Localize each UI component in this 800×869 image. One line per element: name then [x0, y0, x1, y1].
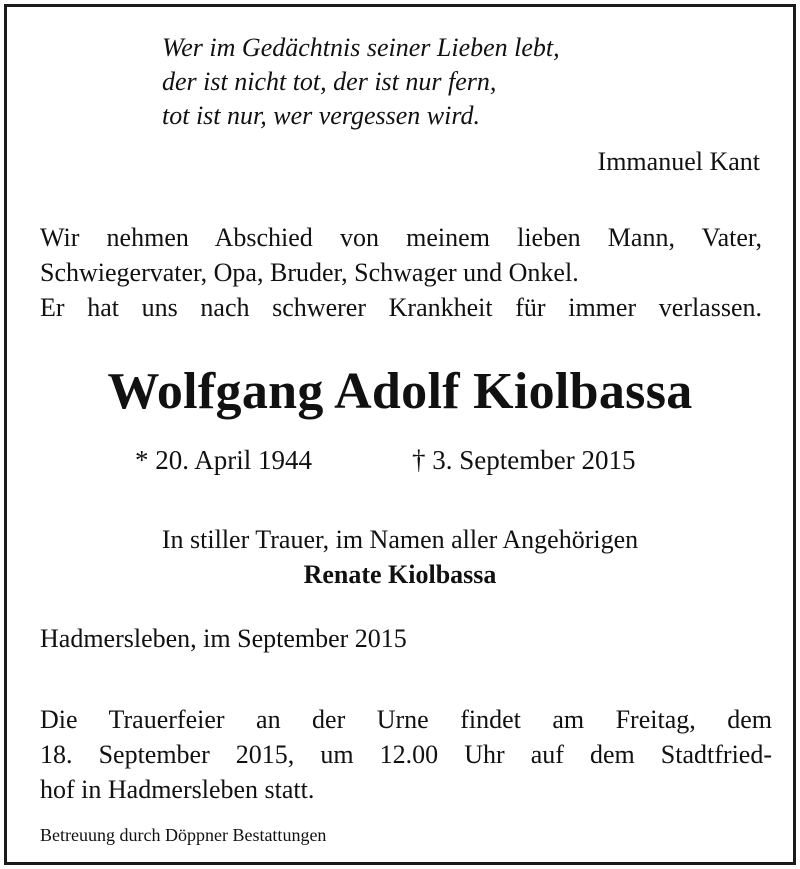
ceremony-line: 18. September 2015, um 12.00 Uhr auf dem Stadtfried- — [40, 740, 772, 769]
death-date: † 3. September 2015 — [412, 445, 636, 475]
quote-line: der ist nicht tot, der ist nur fern, — [162, 67, 497, 96]
farewell-line: Wir nehmen Abschied von meinem lieben Mann, Vater, — [40, 223, 762, 252]
quote-author: Immanuel Kant — [597, 147, 760, 176]
quote-line: Wer im Gedächtnis seiner Lieben lebt, — [162, 33, 560, 62]
ceremony-line: hof in Hadmersleben statt. — [40, 775, 315, 804]
place-date: Hadmersleben, im September 2015 — [40, 624, 407, 653]
farewell-text — [40, 220, 762, 325]
deceased-name: Wolfgang Adolf Kiolbassa — [107, 363, 693, 420]
mourning-line: In stiller Trauer, im Namen aller Angehörigen — [161, 525, 639, 554]
farewell-line: Schwiegervater, Opa, Bruder, Schwager und Onkel. — [40, 258, 579, 287]
ceremony-info — [40, 702, 772, 807]
birth-date: * 20. April 1944 — [135, 445, 313, 475]
signer-name: Renate Kiolbassa — [303, 560, 497, 589]
obituary-notice — [4, 4, 796, 865]
quote-line: tot ist nur, wer vergessen wird. — [162, 101, 481, 130]
mourning-block — [7, 522, 793, 592]
farewell-line: Er hat uns nach schwerer Krankheit für immer verlassen. — [40, 293, 762, 322]
memorial-quote — [162, 31, 560, 133]
funeral-home-credit: Betreuung durch Döppner Bestattungen — [40, 825, 327, 845]
ceremony-line: Die Trauerfeier an der Urne findet am Freitag, dem — [40, 705, 772, 734]
